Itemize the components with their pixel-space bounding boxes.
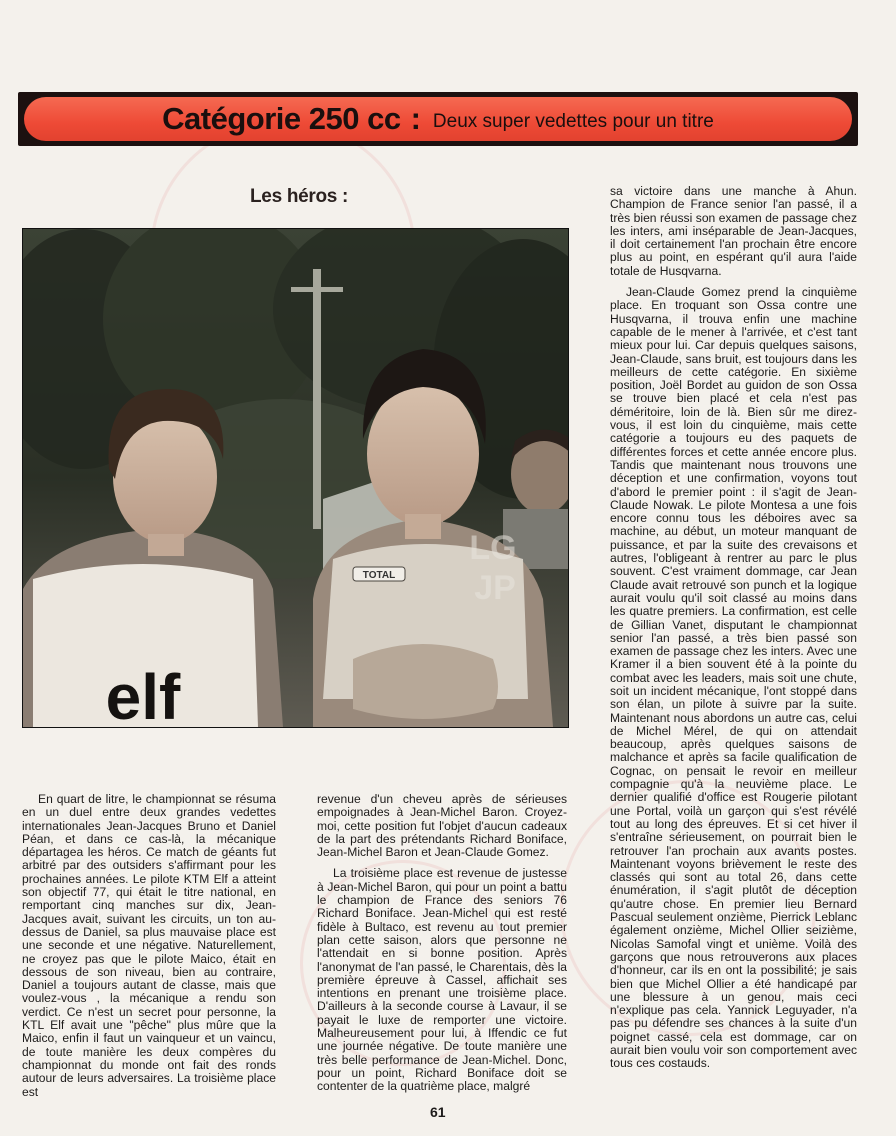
article-column-left (22, 793, 276, 1099)
paragraph: revenue d'un cheveu après de sérieuses empoignades à Jean-Michel Baron. Croyez-moi, cette position fut l'objet d'aucun cadeaux de la part des prétendants Richard Boniface, Jean-Michel Baron et Jean-Claude Gomez. (317, 792, 567, 860)
svg-text:LG: LG (469, 529, 517, 567)
total-badge-text: TOTAL (362, 570, 396, 581)
pole (313, 269, 321, 529)
paragraph: La troisième place est revenue de justesse à Jean-Michel Baron, qui pour un point a battu le champion de France des seniors 76 Richard Boniface. Jean-Michel qui est resté fidèle à Bultaco, est revenu au tout premier plan cette saison, alors que personne ne l'attendait en si bonne position. Après l'anonymat de l'an passé, le Charentais, dès la première épreuve à Cassel, affichait ses intentions en prenant une troisième place. D'ailleurs à la seconde course à Lavaur, il se payait le luxe de remporter une victoire. Malheureusement pour lui, à Iffendic ce fut une journée négative. De toute manière une très belle performance de Jean-Michel. Donc, pour un point, Richard Boniface doit se contenter de la quatrième place, malgré (317, 866, 567, 1094)
elf-jersey-text: elf (105, 661, 181, 727)
banner-title: Catégorie 250 cc (162, 101, 401, 136)
category-banner (18, 92, 858, 146)
riders-photo-illustration (23, 229, 568, 727)
banner-red-band (24, 97, 852, 141)
banner-colon: : (410, 101, 421, 136)
paragraph: En quart de litre, le championnat se résuma en un duel entre deux grandes vedettes internationales Jean-Jacques Bruno et Daniel Péan, et dans ce cas-là, la mécanique départagea les héros. Ce match de géants fut arbitré par des outsiders s'affirmant pour les prochaines années. Le pilote KTM Elf a atteint son objectif 77, qui était le titre national, en remportant cinq manches sur dix, Jean-Jacques avait, suivant les circuits, un ton au-dessus de Daniel, sa plus mauvaise place est une seconde et une négative. Naturellement, ne croyez pas que le pilote Maico, était en dessous de son niveau, bien au contraire, Daniel a toujours autant de classe, mais que voulez-vous , la mécanique a rendu son verdict. Ce n'est un secret pour personne, la KTL Elf avait une "pêche" plus mûre que la Maico, enfin il faut un vainqueur et un vaincu, de toute manière les deux compères du championnat du monde ont fait des ronds autour de leurs adversaires. La troisième place est (22, 792, 276, 1099)
svg-text:JP: JP (474, 569, 516, 607)
page-number: 61 (430, 1104, 446, 1120)
banner-subtitle: Deux super vedettes pour un titre (432, 111, 714, 132)
paragraph: Jean-Claude Gomez prend la cinquième place. En troquant son Ossa contre une Husqvarna, il trouva enfin une machine capable de le mener à l'arrivée, et c'est tant mieux pour lui. Car depuis quelques saisons, Jean-Claude, sans bruit, est toujours dans les meilleurs de cette catégorie. En sixième position, Joël Bordet au guidon de son Ossa se trouve bien placé et cela n'est pas déméritoire, loin de là. Bien sûr me direz-vous, il est loin du cinquième, mais cette catégorie a toujours eu des paquets de différentes forces et cette année encore plus. Tandis que maintenant nous trouvons une déception et une confirmation, voyons tout d'abord le premier point : il s'agit de Jean-Claude Nowak. Le pilote Montesa a une fois encore connu tous les déboires avec sa machine, au début, un moteur manquant de puissance, et par la suite des crevaisons et autres, l'obligeant à rentrer au parc le plus souvent. C'est vraiment dommage, car Jean Claude avait retrouvé son punch et la logique aurait voulu qu'il soit classé au moins dans les quatre premiers. La confirmation, est celle de Gillian Vanet, disputant le championnat senior l'an passé, a très bien passé son examen de passage chez les inters. Avec une Kramer il a bien souvent été à la pointe du combat avec les leaders, mais soit une chute, soit un incident mécanique, l'ont stoppé dans son élan, un pilote à suivre par la suite. Maintenant nous abordons un autre cas, celui de Michel Mérel, de qui on attendait beaucoup, après quelques saisons de malchance et après sa facile qualification de Cognac, on pensait le revoir en meilleur compagnie qu'à la neuvième place. Le dernier qualifié d'office est Rougerie pilotant une Portal, voilà un garçon qui s'est révélé tout au long des épreuves. Et si cet hiver il s'entraîne sérieusement, on pourrait bien le retrouver l'an prochain aux avants postes. Maintenant voyons brièvement le reste des classés qui sont au total 26, dans cette énumération, il s'agit plutôt de déception qu'autre chose. En premier lieu Bernard Pascual seulement onzième, Pierrick Leblanc également onzième, Michel Ollier seizième, Nicolas Samofal vingt et unième. Voilà des garçons que nous retrouverons aux places d'honneur, car ils en ont la possibilité; je sais bien que Michel Ollier a été handicapé par une blessure à un genou, mais ceci n'explique pas cela. Yannick Leguyader, n'a pas pu défendre ses chances à la suite d'un poignet cassé, cela est dommage, car on aurait bien voulu voir son comportement avec tous ces costauds. (610, 285, 857, 1071)
section-heading: Les héros : (250, 186, 349, 207)
article-column-right (610, 185, 857, 1071)
article-column-middle (317, 793, 567, 1094)
paragraph: sa victoire dans une manche à Ahun. Champion de France senior l'an passé, il a très bien réussi son examen de passage chez les inters, ami inséparable de Jean-Jacques, il doit certainement l'an prochain être encore plus au point, en espérant qu'il aura l'aide totale de Husqvarna. (610, 184, 857, 278)
riders-photo (22, 228, 569, 728)
